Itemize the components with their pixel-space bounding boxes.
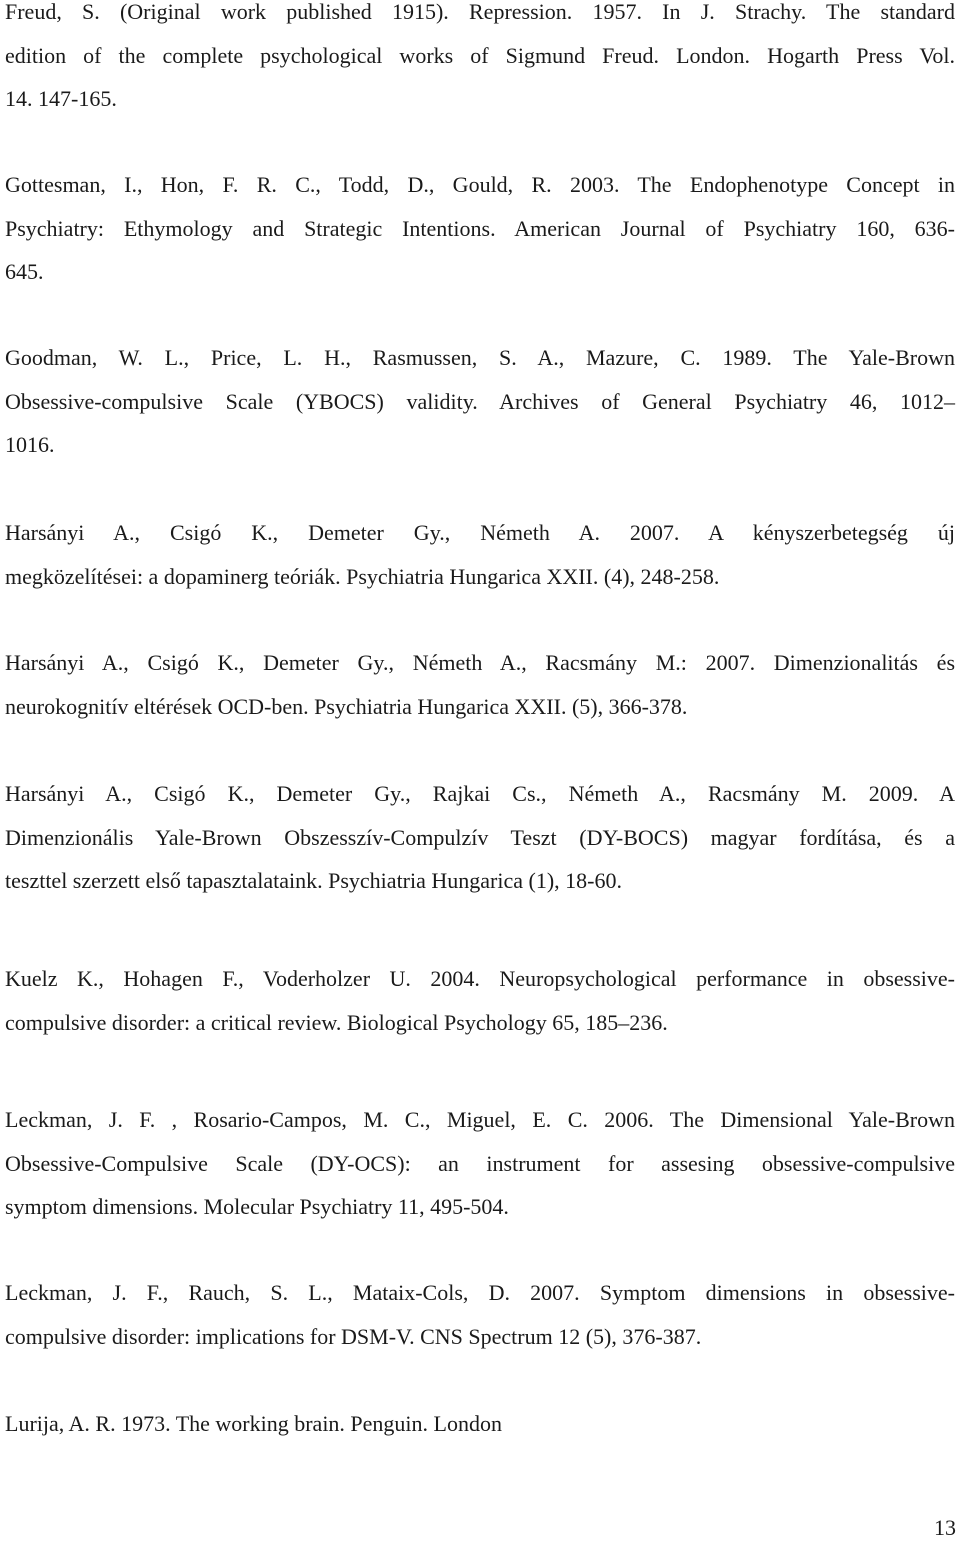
reference-goodman bbox=[5, 336, 955, 467]
reference-line: 14. 147-165. bbox=[5, 86, 117, 111]
reference-leckman-2006 bbox=[5, 1098, 955, 1229]
reference-line: Goodman, W. L., Price, L. H., Rasmussen, S. A., Mazure, C. 1989. The Yale-Brown bbox=[5, 345, 955, 370]
reference-line: 645. bbox=[5, 259, 44, 284]
reference-line: teszttel szerzett első tapasztalataink. Psychiatria Hungarica (1), 18-60. bbox=[5, 868, 622, 893]
reference-line: Freud, S. (Original work published 1915). Repression. 1957. In J. Strachy. The standard bbox=[5, 0, 955, 24]
reference-line: compulsive disorder: implications for DSM-V. CNS Spectrum 12 (5), 376-387. bbox=[5, 1323, 702, 1349]
reference-harsanyi-2007a bbox=[5, 511, 955, 598]
reference-line: edition of the complete psychological works of Sigmund Freud. London. Hogarth Press Vol. bbox=[5, 42, 955, 68]
reference-line: Lurija, A. R. 1973. The working brain. Penguin. London bbox=[5, 1411, 502, 1436]
reference-line: compulsive disorder: a critical review. Biological Psychology 65, 185–236. bbox=[5, 1009, 668, 1035]
reference-line: Harsányi A., Csigó K., Demeter Gy., Rajkai Cs., Németh A., Racsmány M. 2009. A bbox=[5, 781, 955, 806]
reference-harsanyi-2009 bbox=[5, 772, 955, 903]
reference-line: Obsessive-compulsive Scale (YBOCS) validity. Archives of General Psychiatry 46, 1012– bbox=[5, 388, 955, 414]
reference-line: 1016. bbox=[5, 432, 55, 457]
reference-line: neurokognitív eltérések OCD-ben. Psychiatria Hungarica XXII. (5), 366-378. bbox=[5, 693, 688, 719]
reference-gottesman bbox=[5, 163, 955, 294]
reference-line: megközelítései: a dopaminerg teóriák. Psychiatria Hungarica XXII. (4), 248-258. bbox=[5, 563, 720, 589]
reference-line: Dimenzionális Yale-Brown Obszesszív-Compulzív Teszt (DY-BOCS) magyar fordítása, és a bbox=[5, 824, 955, 850]
page-number: 13 bbox=[934, 1515, 956, 1540]
reference-line: Leckman, J. F. , Rosario-Campos, M. C., Miguel, E. C. 2006. The Dimensional Yale-Brown bbox=[5, 1107, 955, 1132]
reference-line: Harsányi A., Csigó K., Demeter Gy., Németh A., Racsmány M.: 2007. Dimenzionalitás és bbox=[5, 650, 955, 675]
reference-line: symptom dimensions. Molecular Psychiatry 11, 495-504. bbox=[5, 1194, 509, 1219]
reference-line: Psychiatry: Ethymology and Strategic Intentions. American Journal of Psychiatry 160, 636- bbox=[5, 215, 955, 241]
reference-line: Harsányi A., Csigó K., Demeter Gy., Németh A. 2007. A kényszerbetegség új bbox=[5, 520, 955, 545]
reference-freud bbox=[5, 0, 955, 121]
reference-line: Kuelz K., Hohagen F., Voderholzer U. 2004. Neuropsychological performance in obsessive- bbox=[5, 966, 955, 991]
reference-harsanyi-2007b bbox=[5, 641, 955, 728]
reference-kuelz bbox=[5, 957, 955, 1044]
reference-line: Obsessive-Compulsive Scale (DY-OCS): an instrument for assesing obsessive-compulsive bbox=[5, 1150, 955, 1176]
reference-line: Gottesman, I., Hon, F. R. C., Todd, D., Gould, R. 2003. The Endophenotype Concept in bbox=[5, 172, 955, 197]
reference-leckman-2007 bbox=[5, 1271, 955, 1358]
reference-lurija bbox=[5, 1402, 955, 1446]
reference-line: Leckman, J. F., Rauch, S. L., Mataix-Cols, D. 2007. Symptom dimensions in obsessive- bbox=[5, 1280, 955, 1305]
